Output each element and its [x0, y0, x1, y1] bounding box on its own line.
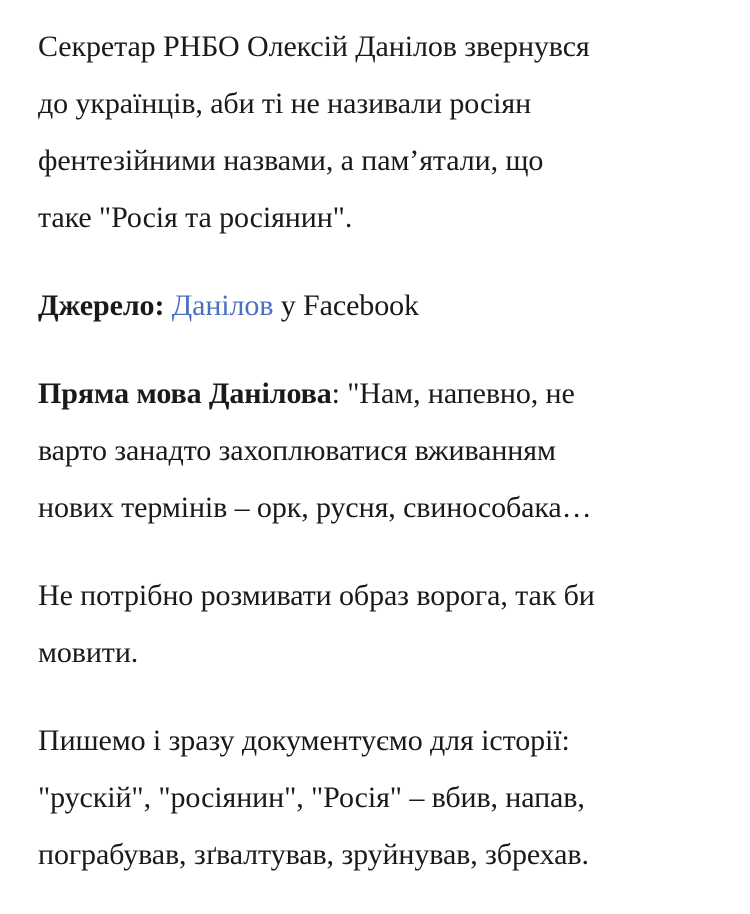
quote-label: Пряма мова Данілова: [38, 377, 332, 410]
source-suffix: у Facebook: [273, 289, 419, 322]
lead-line: до українців, аби ті не називали росіян: [38, 87, 532, 120]
quote-text-start: : "Нам, напевно, не: [331, 377, 575, 410]
paragraph-line: Не потрібно розмивати образ ворога, так би: [38, 579, 595, 612]
quote-paragraph: [38, 365, 738, 536]
quote-line: [38, 365, 738, 422]
lead-line: таке "Росія та росіянин".: [38, 201, 353, 234]
enemy-image-paragraph: [38, 567, 738, 681]
article-body: [38, 18, 738, 914]
paragraph-line: мовити.: [38, 636, 139, 669]
source-label: Джерело:: [38, 289, 165, 322]
history-paragraph: [38, 712, 738, 883]
paragraph-line: пограбував, зґвалтував, зруйнував, збрехав.: [38, 838, 589, 871]
quote-line: нових термінів – орк, русня, свинособака…: [38, 491, 592, 524]
lead-paragraph: [38, 18, 738, 246]
lead-line: фентезійними назвами, а пам’ятали, що: [38, 144, 544, 177]
paragraph-line: "рускій", "росіянин", "Росія" – вбив, напав,: [38, 781, 585, 814]
source-paragraph: [38, 277, 738, 334]
source-line: [38, 277, 738, 334]
lead-line: Секретар РНБО Олексій Данілов звернувся: [38, 30, 590, 63]
paragraph-line: Пишемо і зразу документуємо для історії:: [38, 724, 570, 757]
source-author-link[interactable]: Данілов: [171, 289, 274, 322]
quote-line: варто занадто захоплюватися вживанням: [38, 434, 556, 467]
